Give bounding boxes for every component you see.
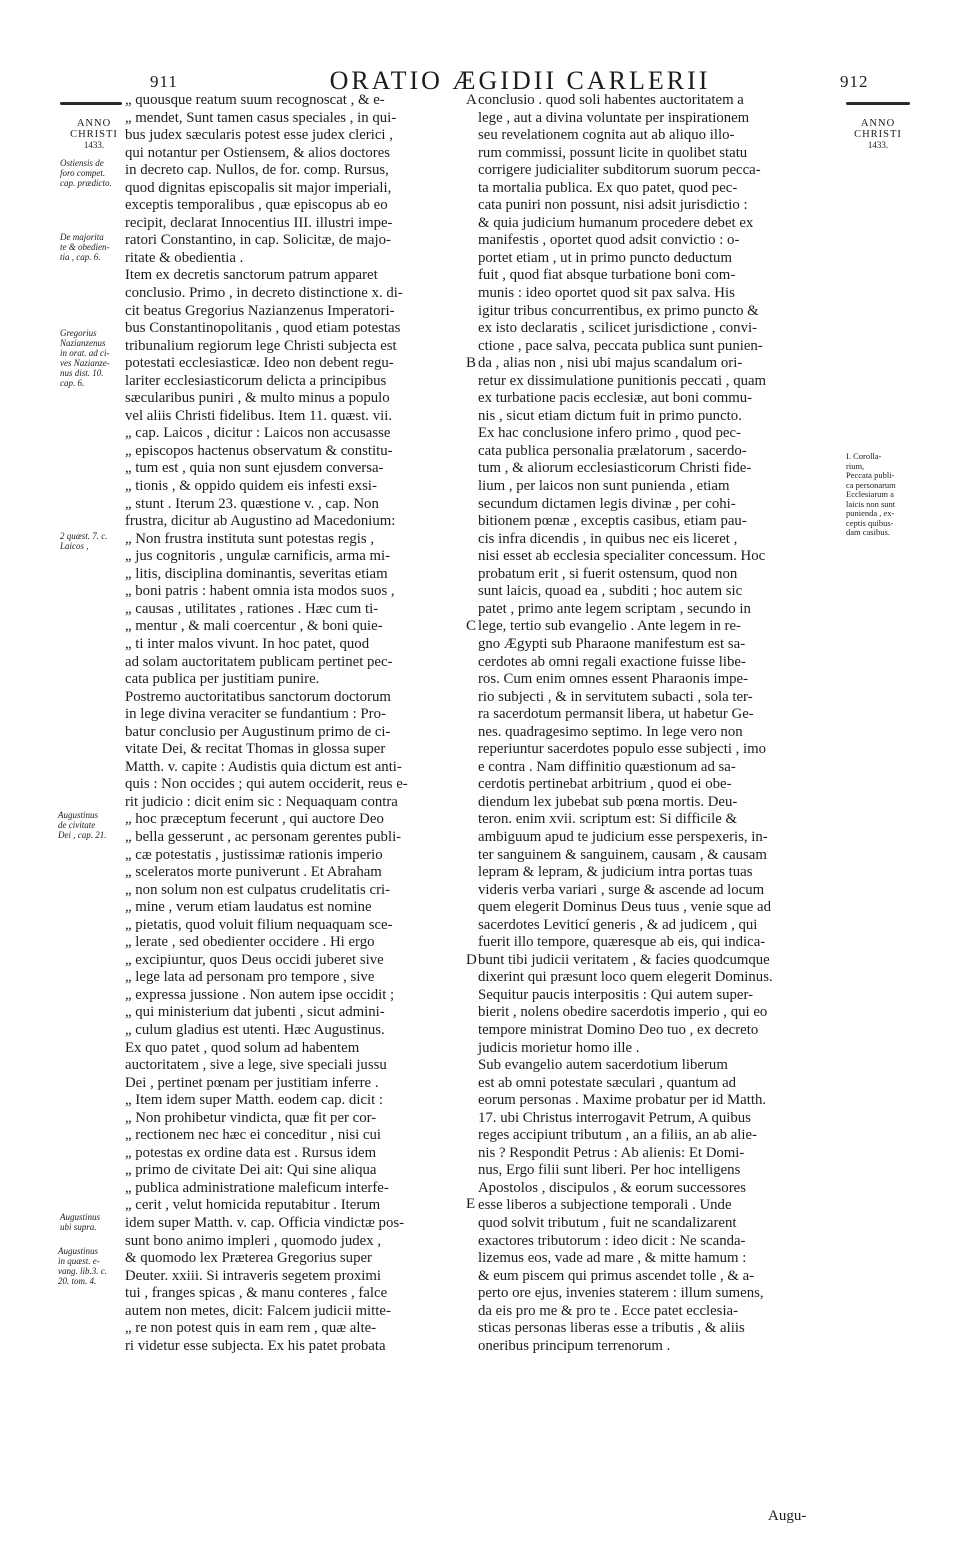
- text-line: exactores tributorum : ideo dicit : Ne scanda-: [478, 1232, 746, 1249]
- note-line: Ecclesiarum a: [846, 489, 894, 499]
- text-line: diendum lex jubebat sub pœna mortis. Deu-: [478, 793, 738, 810]
- text-line: „ qui ministerium dat jubenti , sicut admini-: [125, 1004, 385, 1021]
- text-line: sticas personas liberas esse a tributis , & aliis: [478, 1320, 745, 1337]
- text-line: „ Non prohibetur vindicta, quæ fit per cor-: [125, 1109, 377, 1126]
- section-letter-a: A: [466, 92, 477, 108]
- text-line: rio subjecti , & in servitutem subacti , sola ter-: [478, 688, 753, 705]
- page-number-right: 912: [840, 72, 869, 91]
- text-line: igitur tribus concurrentibus, ex primo puncto &: [478, 302, 759, 319]
- text-line: reges accipiunt tributum , an a filiis, an ab alie-: [478, 1127, 757, 1144]
- text-line: Postremo auctoritatibus sanctorum doctorum: [125, 688, 391, 705]
- text-line: tempore ministrat Domino Deo tuo , ex decreto: [478, 1021, 759, 1038]
- text-line: rum commissi, possunt licite in quolibet statu: [478, 144, 748, 161]
- text-line: in lege divina veraciter se fundantium : Pro-: [125, 706, 386, 723]
- note-line: ubi supra.: [60, 1222, 97, 1232]
- text-line: nisi esset ab ecclesia specialiter concessum. Hoc: [478, 548, 766, 565]
- text-line: lege , aut a divina voluntate per inspirationem: [478, 109, 750, 126]
- note-line: Laicos ,: [60, 541, 89, 551]
- text-line: ambiguum apud te judicium esse perspexeris, in-: [478, 828, 768, 845]
- text-line: „ Item idem super Matth. eodem cap. dicit :: [125, 1092, 384, 1109]
- text-line: tum , & aliorum ecclesiasticorum Christi fide-: [478, 460, 752, 477]
- text-line: bitionem pœnæ , exceptis casibus, etiam pau-: [478, 513, 747, 530]
- text-line: cis infra dicendis , in quibus nec eis liceret ,: [478, 530, 738, 547]
- text-line: Item ex decretis sanctorum patrum apparet: [125, 267, 378, 284]
- text-line: „ causas , utilitates , rationes . Hæc cum ti-: [125, 600, 379, 617]
- text-line: ta mortalia publica. Ex quo patet, quod pec-: [478, 179, 738, 196]
- note-line: ves Nazianze-: [60, 358, 110, 368]
- text-line: corrigere judicialiter subditorum suorum pecca-: [478, 162, 761, 179]
- text-line: „ mentur , & mali coercentur , & boni quie-: [125, 618, 383, 635]
- text-line: ritate & obedientia .: [125, 249, 244, 266]
- text-line: autem non metes, dicit: Falcem judicii mitte-: [125, 1302, 391, 1319]
- text-line: „ primo de civitate Dei ait: Qui sine aliqua: [125, 1162, 377, 1179]
- text-line: cata puniri non possunt, nisi adsit jurisdictio :: [478, 197, 748, 214]
- note-line: foro compet.: [60, 168, 106, 178]
- text-line: „ episcopos hactenus observatum & constitu-: [125, 442, 393, 459]
- margin-note-augustinus-quaest: [58, 1246, 107, 1286]
- text-line: „ non solum non est culpatus crudelitatis cri-: [125, 881, 391, 898]
- text-line: „ pietatis, quod voluit filium nequaquam sce-: [125, 916, 393, 933]
- text-line: „ boni patris : habent omnia ista modos suos ,: [125, 583, 395, 600]
- note-line: Peccata publi-: [846, 470, 895, 480]
- text-line: rit judicio : dicit enim sic : Nequaquam contra: [125, 793, 398, 810]
- text-line: „ re non potest quis in eam rem , quæ alte-: [125, 1320, 377, 1337]
- text-line: & quomodo lex Præterea Gregorius super: [125, 1250, 372, 1267]
- text-line: Ex hac conclusione infero primo , quod pec-: [478, 425, 741, 442]
- anno-left-christi: CHRISTI: [70, 129, 118, 140]
- text-line: quis : Non occides ; qui autem occiderit, reus e-: [125, 776, 408, 793]
- text-line: quod solvit tributum , fuit ne scandalizarent: [478, 1215, 737, 1231]
- note-line: Ostiensis de: [60, 158, 104, 168]
- text-line: „ ti inter malos vivunt. In hoc patet, quod: [125, 635, 370, 652]
- text-line: lariter ecclesiasticorum delicta a principibus: [125, 372, 387, 389]
- note-line: te & obedien-: [60, 242, 110, 252]
- text-line: & eum piscem qui primus ascendet tolle , & a-: [478, 1267, 755, 1284]
- text-line: „ tum est , quia non sunt ejusdem conversa-: [125, 460, 384, 477]
- text-line: Sub evangelio autem sacerdotium liberum: [478, 1057, 728, 1074]
- text-line: „ lege lata ad personam pro tempore , sive: [125, 969, 375, 986]
- text-line: Dei , pertinet pœnam per justitiam inferre .: [125, 1074, 379, 1091]
- text-line: ex isto declaratis , scilicet jurisdictione , convi-: [478, 320, 758, 337]
- note-line: 2 quæst. 7. c.: [60, 531, 108, 541]
- text-line: „ tionis , & oppido quidem eis infesti exsi-: [125, 478, 377, 495]
- text-line: ros. Cum enim omnes essent Pharaonis impe-: [478, 671, 749, 688]
- anno-right-word: ANNO: [860, 118, 896, 129]
- note-line: tia , cap. 6.: [60, 252, 101, 262]
- text-line: secundum dictamen legis divinæ , per cohi-: [478, 495, 736, 512]
- text-line: vitate Dei, & recitat Thomas in glossa super: [125, 741, 386, 758]
- text-line: Sequitur paucis interpositis : Qui autem super-: [478, 986, 754, 1003]
- text-line: tribunalium regiorum lege Christi subjecta est: [125, 337, 397, 354]
- text-line: Apostolos , discipulos , & eorum successores: [478, 1179, 746, 1196]
- margin-note-augustinus-supra: [60, 1212, 100, 1232]
- text-line: auctoritatem , sive a lege, sive speciali jussu: [125, 1057, 387, 1074]
- text-line: tui , franges spicas , & manu conteres , falce: [125, 1285, 388, 1302]
- text-line: oneribus principum terrenorum .: [478, 1337, 671, 1354]
- text-line: conclusio. Primo , in decreto distinctione x. di-: [125, 285, 403, 302]
- text-line: cit beatus Gregorius Nazianzenus Imperatori-: [125, 302, 395, 319]
- right-text-column: [478, 92, 840, 1355]
- margin-note-laicos: [60, 531, 108, 551]
- text-line: quod dignitas episcopalis sit major imperiali,: [125, 179, 392, 196]
- text-line: „ cæ potestatis , justissimæ rationis imperio: [125, 846, 383, 863]
- text-line: esse liberos a subjectione temporali . Unde: [478, 1197, 732, 1214]
- text-line: dixerint qui præsunt loco quem elegerit Dominus.: [478, 969, 773, 986]
- text-line: retur ex dissimulatione punitionis peccati , quam: [478, 372, 767, 389]
- text-line: batur conclusio per Augustinum primo de ci-: [125, 723, 391, 740]
- note-line: I. Corolla-: [846, 451, 882, 461]
- text-line: 17. ubi Christus interrogavit Petrum, A quibus: [478, 1109, 751, 1126]
- text-line: ter sanguinem & sanguinem, causam , & causam: [478, 846, 767, 863]
- text-line: bus Constantinopolitanis , quod etiam potestas: [125, 320, 401, 337]
- text-line: bus judex sæcularis potest esse judex clerici ,: [125, 127, 393, 144]
- left-text-column: [125, 92, 475, 1355]
- text-line: cerdotis pertinebat arbitrium , quod ei obe-: [478, 776, 732, 793]
- running-title: ORATIO ÆGIDII CARLERII: [329, 66, 711, 95]
- text-line: perto ore ejus, invenies staterem : illum sumens,: [478, 1285, 764, 1302]
- anno-right: [848, 118, 908, 151]
- text-line: „ expressa jussione . Non autem ipse occidit ;: [125, 986, 395, 1003]
- note-line: Augustinus: [58, 810, 99, 820]
- text-line: vel aliis Christi fidelibus. Item 11. quæst. vii.: [125, 407, 393, 424]
- text-line: ad solam auctoritatem publicam pertinet pec-: [125, 653, 393, 670]
- text-line: „ rectionem nec hæc ei conceditur , nisi cui: [125, 1127, 381, 1144]
- text-line: „ culum gladius est utenti. Hæc Augustinus.: [125, 1021, 385, 1038]
- text-line: nus, Ergo filii sunt liberi. Per hoc intelligens: [478, 1162, 741, 1179]
- text-line: bierit , nolens obedire sacerdotis imperio , qui eo: [478, 1004, 768, 1021]
- text-line: lizemus eos, vade ad mare , & mitte hamum :: [478, 1250, 747, 1267]
- note-line: Augustinus: [60, 1212, 101, 1222]
- right-ornament-rule: [846, 102, 910, 105]
- margin-note-augustinus-civitate: [58, 810, 107, 840]
- text-line: fuerit illo tempore, quæresque ab eis, qui indica-: [478, 934, 766, 951]
- section-letter-d: D: [466, 952, 477, 968]
- text-line: teron. enim xvii. scriptum est: Si difficile &: [478, 811, 738, 828]
- text-line: „ litis, disciplina dominantis, severitas etiam: [125, 565, 388, 582]
- text-line: ratori Constantino, in cap. Solicitæ, de majo-: [125, 232, 391, 249]
- text-line: potestati ecclesiasticæ. Ideo non debent regu-: [125, 355, 394, 372]
- note-line: Augustinus: [58, 1246, 99, 1256]
- text-line: munis : ideo oportet quod sit pax salva. His: [478, 285, 735, 302]
- text-line: „ potestas ex ordine data est . Rursus idem: [125, 1144, 377, 1161]
- text-line: cata publica per justitiam punire.: [125, 671, 320, 688]
- text-line: nis , sicut etiam dictum fuit in primo puncto.: [478, 407, 742, 424]
- text-line: sacerdotes Leviticí generis , & ad judicem , qui: [478, 916, 758, 933]
- note-line: in orat. ad ci-: [60, 348, 110, 358]
- text-line: Ex quo patet , quod solum ad habentem: [125, 1039, 360, 1056]
- text-line: „ quousque reatum suum recognoscat , & e-: [125, 92, 385, 108]
- note-line: vang. lib.3. c.: [58, 1266, 107, 1276]
- text-line: ri videtur esse subjecta. Ex his patet probata: [125, 1337, 386, 1354]
- text-line: cerdotes ab omni regali exactione fuisse libe-: [478, 653, 746, 670]
- text-line: patet , primo ante legem scriptam , secundo in: [478, 600, 751, 617]
- margin-note-majoritate: [60, 232, 109, 262]
- margin-note-corollarium: [846, 452, 896, 538]
- note-line: ca personarum: [846, 479, 896, 490]
- text-line: judicis morietur homo ille .: [478, 1039, 640, 1056]
- text-line: nis ? Respondit Petrus : Ab alienis: Et Domi-: [478, 1144, 745, 1161]
- text-line: „ cap. Laicos , dicitur : Laicos non accusasse: [125, 425, 391, 442]
- text-line: quem elegerit Dominus Deus tuus , venie sque ad: [478, 899, 771, 916]
- note-line: nus dist. 10.: [60, 368, 104, 378]
- anno-left: [64, 118, 124, 151]
- note-line: de civitate: [58, 820, 96, 830]
- anno-right-year: 1433.: [867, 140, 889, 150]
- text-line: reperiuntur sacerdotes populo esse subjecti , imo: [478, 741, 767, 758]
- text-line: est ab omni potestate sæculari , quantum ad: [478, 1074, 737, 1091]
- note-line: Nazianzenus: [60, 338, 106, 348]
- text-line: „ excipiuntur, quos Deus occidi juberet sive: [125, 951, 384, 968]
- text-line: sunt bono animo impleri , quomodo judex ,: [125, 1232, 382, 1249]
- text-line: „ stunt . Iterum 23. quæstione v. , cap. Non: [125, 495, 379, 512]
- margin-note-gregorius: [60, 328, 110, 388]
- note-line: rium,: [846, 460, 865, 471]
- anno-left-year: 1433.: [83, 140, 105, 150]
- text-line: „ Non frustra instituta sunt potestas regis ,: [125, 530, 375, 547]
- text-line: cata publica personalia prælatorum , sacerdo-: [478, 442, 747, 459]
- text-line: qui notantur per Ostiensem, & alios doctores: [125, 144, 391, 161]
- text-line: gno Ægypti sub Pharaone manifestum est sa-: [478, 635, 746, 652]
- left-ornament-rule: [60, 102, 122, 105]
- note-line: in quæst. e-: [58, 1256, 100, 1266]
- note-line: ceptis quibus-: [846, 517, 894, 528]
- text-line: lepram & lepram, & judicium intra portas tuas: [478, 864, 753, 881]
- note-line: laicis non sunt: [846, 498, 896, 509]
- text-line: manifestis , oportet quod adsit convictio : o-: [478, 232, 740, 249]
- text-line: conclusio . quod soli habentes auctoritatem a: [478, 92, 744, 108]
- note-line: Gregorius: [60, 328, 97, 338]
- text-line: exceptis temporalibus , quæ episcopus ab eo: [125, 197, 388, 214]
- text-line: lege, tertio sub evangelio . Ante legem in re-: [478, 618, 741, 635]
- text-line: lium , per laicos non sunt punienda , etiam: [478, 478, 730, 495]
- note-line: cap. prædicto.: [60, 178, 112, 188]
- text-line: e contra . Nam diffinitio quæstionum ad sa-: [478, 758, 736, 775]
- text-line: fuit , quod fiat absque turbatione boni com-: [478, 267, 736, 284]
- text-line: videris verba variari , surge & ascende ad locum: [478, 881, 765, 898]
- text-line: „ hoc præceptum fecerunt , qui auctore Deo: [125, 811, 384, 828]
- page-number-left: 911: [150, 72, 178, 91]
- note-line: Dei , cap. 21.: [58, 830, 107, 840]
- section-letter-b: B: [466, 355, 477, 371]
- note-line: 20. tom. 4.: [58, 1276, 97, 1286]
- text-line: „ jus cognitoris , ungulæ carnificis, arma mi-: [125, 548, 391, 565]
- text-line: in decreto cap. Nullos, de for. comp. Rursus,: [125, 162, 389, 179]
- text-line: „ mine , verum etiam laudatus est nomine: [125, 899, 372, 916]
- text-line: Deuter. xxiii. Si intraveris segetem proximi: [125, 1267, 382, 1284]
- note-line: punienda , ex-: [846, 508, 895, 518]
- section-letter-e: E: [466, 1196, 476, 1212]
- text-line: da , alias non , nisi ubi majus scandalum ori-: [478, 355, 743, 372]
- text-line: seu revelationem cognita aut ab aliquo illo-: [478, 127, 735, 144]
- section-letter-c: C: [466, 618, 477, 634]
- text-line: „ sceleratos morte puniverunt . Et Abraham: [125, 864, 382, 881]
- margin-note-ostiensis: [60, 158, 112, 188]
- text-line: recipit, declarat Innocentius III. illustri impe-: [125, 214, 393, 231]
- text-line: „ cerit , velut homicida reputabitur . Iterum: [125, 1197, 381, 1214]
- text-line: ex turbatione pacis ecclesiæ, aut boni commu-: [478, 390, 753, 407]
- text-line: „ lerate , sed obedienter occidere . Hi ergo: [125, 934, 375, 951]
- catchword: Augu-: [768, 1508, 807, 1524]
- text-line: frustra, dicitur ab Augustino ad Macedonium:: [125, 513, 396, 530]
- text-line: da eis pro me & pro te . Ecce patet ecclesia-: [478, 1302, 739, 1319]
- text-line: & quia judicium humanum procedere debet ex: [478, 214, 754, 231]
- text-line: nes. quadragesimo septimo. In lege vero non: [478, 723, 743, 740]
- text-line: probatum erit , si fuerit ostensum, quod non: [478, 565, 738, 582]
- text-line: bunt tibi judicii veritatem , & facies quodcumque: [478, 951, 770, 968]
- text-line: ctione , pace salva, peccata publica sunt punien-: [478, 337, 763, 354]
- note-line: cap. 6.: [60, 378, 85, 388]
- note-line: De majorita: [60, 232, 104, 242]
- text-line: „ bella gesserunt , ac personam gerentes publi-: [125, 828, 402, 845]
- anno-left-word: ANNO: [76, 118, 112, 129]
- text-line: „ mendet, Sunt tamen casus speciales , in qui-: [125, 109, 397, 126]
- text-line: „ publica administratione maleficum interfe-: [125, 1179, 389, 1196]
- text-line: portet etiam , ut in primo puncto deductum: [478, 249, 732, 266]
- text-line: Matth. v. capite : Audistis quia dictum est anti-: [125, 758, 402, 775]
- text-line: idem super Matth. v. cap. Officia vindictæ pos-: [125, 1215, 405, 1231]
- anno-right-christi: CHRISTI: [854, 129, 902, 140]
- text-line: sunt laicis, quoad ea , subditi ; hoc autem sic: [478, 583, 743, 600]
- text-line: ra sacerdotum permansit libera, ut habetur Ge-: [478, 706, 754, 723]
- note-line: dam casibus.: [846, 527, 890, 537]
- text-line: sæcularibus puniri , & multo minus a populo: [125, 390, 390, 407]
- text-line: eorum personas . Maxime probatur per id Matth.: [478, 1092, 767, 1109]
